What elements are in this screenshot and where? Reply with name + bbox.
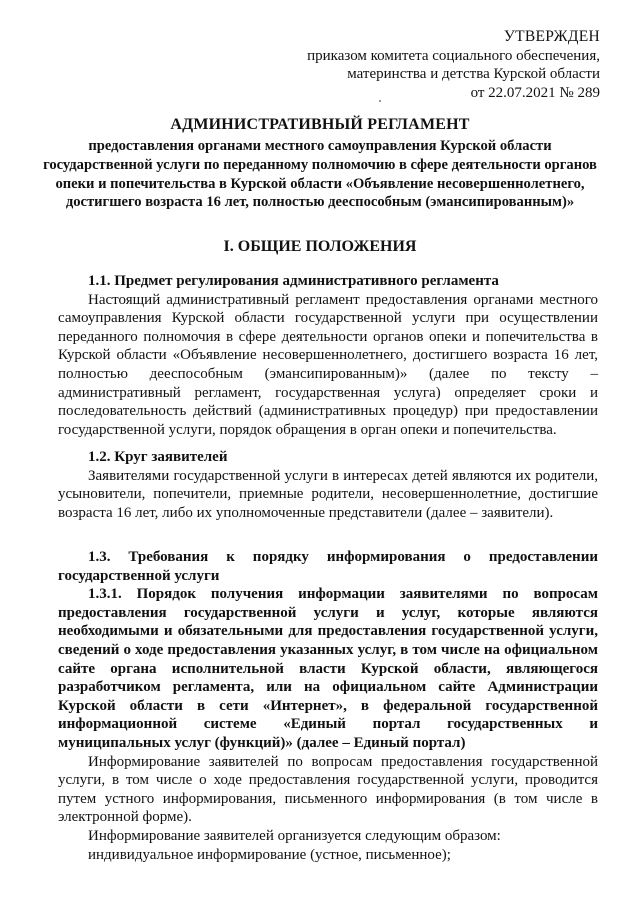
section-1-3 [58,548,598,864]
section-1-2-heading: 1.2. Круг заявителей [88,449,228,465]
section-1-1 [58,272,598,439]
section-1-3-paragraph-1: Информирование заявителей по вопросам предоставления государственной услуги, в том числе о ходе предоставления государственной услуги, проводится путем устного информирования, письменного информирования (в том числе в электронной форме). [58,753,598,826]
section-1-3-1-heading: 1.3.1. Порядок получения информации заявителями по вопросам предоставления государственной услуги и услуг, которые являются необходимыми и обязательными для предоставления государственной услуги, сведений о ходе предоставления указанных услуг, в том числе на официальном сайте органа исполнительной власти Курской области, являющегося разработчиком регламента, или на официальном сайте Администрации Курской области в сети «Интернет», в федеральной государственной информационной системе «Единый портал государственных и муниципальных услуг (функций)» (далее – Единый портал) [58,586,598,751]
section-title: I. ОБЩИЕ ПОЛОЖЕНИЯ [223,238,417,255]
section-1-3-paragraph-3: индивидуальное информирование (устное, письменное); [88,846,451,863]
approval-heading: УТВЕРЖДЕН [503,28,600,45]
document-title: АДМИНИСТРАТИВНЫЙ РЕГЛАМЕНТ [170,116,470,133]
approval-line-3: от 22.07.2021 № 289 [470,84,600,101]
section-1-3-paragraph-2: Информирование заявителей организуется следующим образом: [88,827,501,844]
approval-stamp [307,28,600,102]
section-1-1-heading: 1.1. Предмет регулирования административного регламента [88,273,499,289]
section-1-3-heading: 1.3. Требования к порядку информирования о предоставлении государственной услуги [58,549,598,584]
approval-line-2: материнства и детства Курской области [347,66,600,82]
section-1-1-text: Настоящий административный регламент предоставления органами местного самоуправления Курской области государственной услуги при осуществлении переданного полномочия в сфере деятельности органов опеки и попечительства в Курской области «Объявление несовершеннолетнего, достигшего возраста 16 лет, полностью дееспособным (эмансипированным)» (далее по тексту – административный регламент, государственная услуга) определяет сроки и последовательность действий (административных процедур) при предоставлении государственной услуги, порядок обращения в орган опеки и попечительства. [58,291,598,438]
approval-line-1: приказом комитета социального обеспечения, [307,47,600,64]
section-1-2-text: Заявителями государственной услуги в интересах детей являются их родители, усыновители, попечители, приемные родители, несовершеннолетние, достигшие возраста 16 лет, либо их уполномоченные представители (далее – заявители). [58,467,598,521]
section-1-2 [58,448,598,522]
document-subtitle: предоставления органами местного самоуправления Курской области государственной услуги по переданному полномочию в сфере деятельности органов опеки и попечительства в Курской области «Объявление несовершеннолетнего, достигшего возраста 16 лет, полностью дееспособным (эмансипированным)» [43,138,597,211]
scan-speck [379,100,381,102]
